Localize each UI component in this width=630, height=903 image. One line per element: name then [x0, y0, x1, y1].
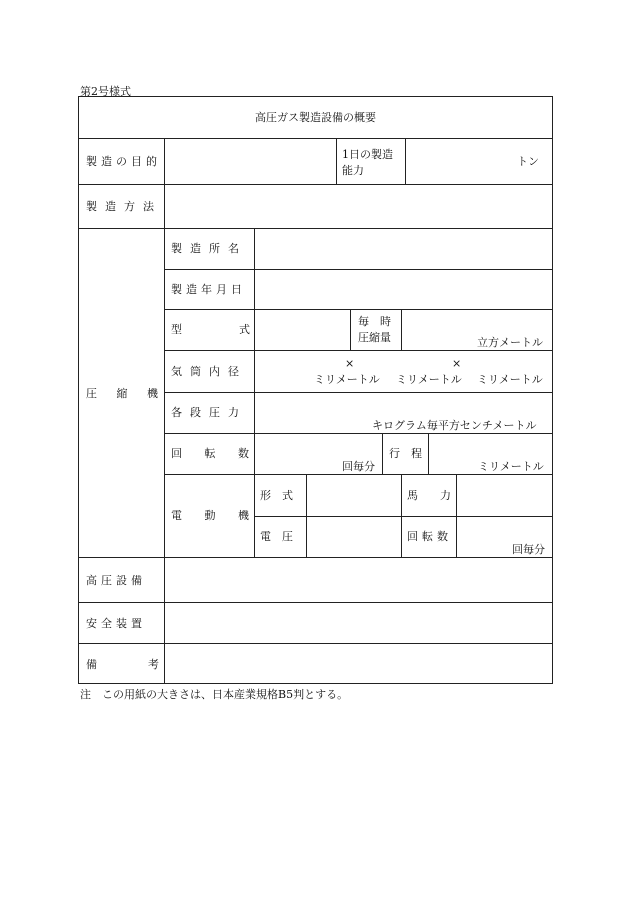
footnote: 注 この用紙の大きさは、日本産業規格B5判とする。 — [80, 688, 349, 701]
times-sign-1: × — [345, 357, 355, 370]
production-method-label: 製造方法 — [86, 200, 162, 213]
per-hour-label-line1: 毎 時 — [358, 315, 391, 328]
stroke-unit: ミリメートル — [478, 460, 544, 473]
model-label-right: 式 — [239, 323, 250, 336]
cylinder-unit-2: ミリメートル — [396, 373, 462, 386]
production-purpose-label: 製造の目的 — [86, 155, 161, 168]
daily-capacity-label-line2: 能力 — [342, 164, 364, 177]
cylinder-unit-1: ミリメートル — [314, 373, 380, 386]
motor-voltage-label: 電 圧 — [260, 530, 293, 543]
per-hour-unit: 立方メートル — [477, 336, 543, 349]
daily-capacity-label-line1: 1日の製造 — [342, 148, 393, 161]
rotation-unit: 回毎分 — [342, 460, 375, 473]
motor-label: 電動機 — [171, 509, 249, 522]
rotation-label: 回転数 — [171, 447, 249, 460]
per-hour-label-line2: 圧縮量 — [358, 331, 391, 344]
motor-type-label: 形 式 — [260, 489, 293, 502]
cylinder-unit-3: ミリメートル — [477, 373, 543, 386]
cylinder-bore-label: 気筒内径 — [171, 365, 247, 378]
daily-capacity-unit: トン — [517, 155, 539, 168]
form-title: 高圧ガス製造設備の概要 — [255, 111, 376, 124]
motor-horsepower-label: 馬 力 — [407, 489, 451, 502]
times-sign-2: × — [452, 357, 462, 370]
high-pressure-equipment-label: 高圧設備 — [86, 574, 146, 587]
remarks-label-right: 考 — [148, 658, 159, 671]
motor-rotation-unit: 回毎分 — [512, 543, 545, 556]
model-label-left: 型 — [171, 323, 182, 336]
remarks-label-left: 備 — [86, 658, 97, 671]
manufacturer-label: 製造所名 — [171, 242, 247, 255]
form-number: 第2号様式 — [80, 85, 131, 98]
safety-device-label: 安全装置 — [86, 617, 146, 630]
stage-pressure-label: 各段圧力 — [171, 406, 247, 419]
stroke-label: 行 程 — [389, 447, 422, 460]
compressor-label: 圧縮機 — [86, 387, 158, 400]
motor-rotation-label: 回転数 — [407, 530, 452, 543]
stage-pressure-unit: キログラム毎平方センチメートル — [372, 419, 537, 432]
manufacture-date-label: 製造年月日 — [171, 283, 246, 296]
